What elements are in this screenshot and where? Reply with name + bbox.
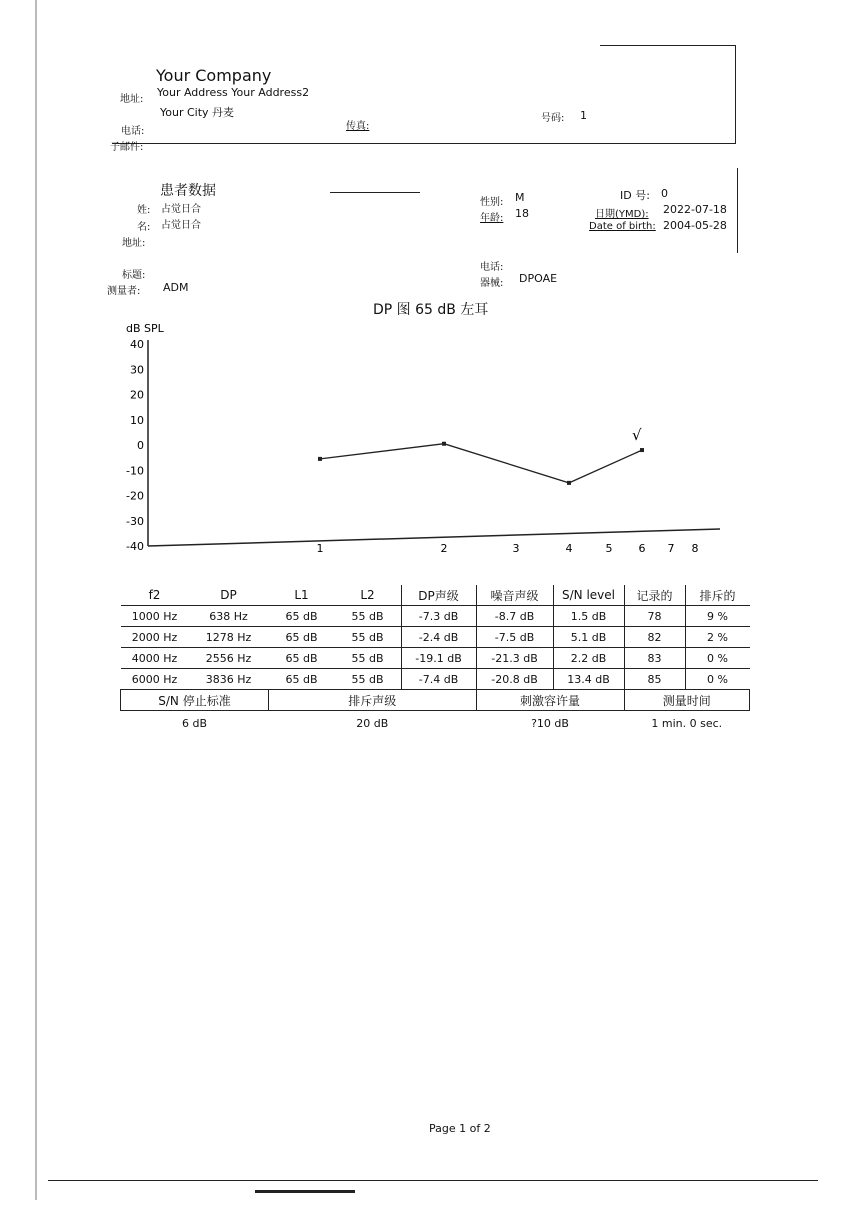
table-cell: 78 [624,606,685,627]
surname-label: 姓: [137,205,151,216]
table-header-cell: f2 [121,585,189,606]
y-tick-label: -10 [126,464,144,478]
company-number-label: 号码: [541,113,565,124]
summary-header-cell: 排斥声级 [269,690,477,711]
table-cell: 55 dB [335,606,402,627]
table-cell: -20.8 dB [476,669,553,690]
table-cell: 1278 Hz [189,627,269,648]
given-name-label: 名: [137,222,151,233]
table-row [121,669,750,690]
header-box-top [600,45,735,46]
table-header-cell: DP [189,585,269,606]
header-box-bottom [112,143,736,144]
given-name-value: 占觉日合 [161,220,201,231]
table-row [121,627,750,648]
summary-header-row [121,690,750,711]
summary-value-cell: 20 dB [356,716,389,730]
sex-label: 性别: [480,197,504,208]
age-label: 年龄: [480,213,504,224]
table-cell: 65 dB [269,648,335,669]
y-tick-label: 30 [130,363,144,377]
page-number: Page 1 of 2 [429,1122,491,1135]
data-point [318,457,322,461]
table-cell: -7.4 dB [401,669,476,690]
table-cell: 638 Hz [189,606,269,627]
table-cell: 1.5 dB [553,606,624,627]
table-cell: 6000 Hz [121,669,189,690]
x-tick-label: 8 [691,542,699,555]
table-cell: -8.7 dB [476,606,553,627]
company-address-label: 地址: [120,94,144,105]
summary-value-row [121,711,750,736]
table-row [121,606,750,627]
x-tick-label: 1 [316,542,324,555]
id-value: 0 [661,187,668,200]
table-cell: 2556 Hz [189,648,269,669]
table-cell: 3836 Hz [189,669,269,690]
patient-phone-label: 电话: [480,262,504,273]
table-header-cell: 噪音声级 [476,585,553,606]
table-cell: 65 dB [269,627,335,648]
summary-header-cell: 测量时间 [624,690,750,711]
patient-section-title: 患者数据 [160,183,216,199]
summary-value-cell: 6 dB [181,716,208,730]
x-tick-label: 2 [440,542,448,555]
summary-header-cell: 刺激容许量 [476,690,624,711]
company-address: Your Address Your Address2 [157,86,310,99]
company-number-value: 1 [580,109,587,122]
table-cell: 0 % [685,648,750,669]
date-value: 2022-07-18 [663,203,727,216]
device-value: DPOAE [519,272,558,285]
x-tick-label: 5 [605,542,613,555]
table-cell: 65 dB [269,669,335,690]
table-row [121,648,750,669]
tester-label: 测量者: [107,286,141,297]
table-cell: -7.5 dB [476,627,553,648]
table-cell: 55 dB [335,627,402,648]
dob-value: 2004-05-28 [663,219,727,232]
date-label: 日期(YMD): [595,209,649,220]
table-header-cell: 排斥的 [685,585,750,606]
x-axis-line [148,529,720,546]
table-header-cell: L1 [269,585,335,606]
sex-value: M [515,191,525,204]
table-cell: 2.2 dB [553,648,624,669]
check-annotation: √ [632,426,642,445]
table-header-cell: DP声级 [401,585,476,606]
table-header-cell: L2 [335,585,402,606]
y-tick-label: -30 [126,514,144,528]
table-cell: 85 [624,669,685,690]
patient-title-label: 标题: [122,270,146,281]
dp-chart [100,318,740,568]
chart-title: DP 图 65 dB 左耳 [373,302,489,318]
y-tick-label: 40 [130,338,144,351]
company-city: Your City 丹麦 [160,106,235,119]
table-cell: 83 [624,648,685,669]
y-tick-label: 20 [130,388,144,402]
patient-title-underline [330,192,420,193]
y-tick-label: 10 [130,413,144,427]
scan-edge [35,0,37,1200]
dp-table [120,585,750,735]
company-phone-label: 电话: [121,126,145,137]
table-cell: 65 dB [269,606,335,627]
table-cell: 9 % [685,606,750,627]
table-header-cell: S/N level [553,585,624,606]
dob-label: Date of birth: [589,221,656,232]
table-cell: -19.1 dB [401,648,476,669]
table-cell: 2000 Hz [121,627,189,648]
y-tick-label: 0 [137,439,144,452]
x-tick-label: 4 [565,542,573,555]
table-cell: -7.3 dB [401,606,476,627]
y-tick-label: -20 [126,489,144,503]
summary-header-cell: S/N 停止标准 [121,690,269,711]
company-name: Your Company [156,66,272,85]
data-point [442,442,446,446]
summary-value-cell: 1 min. 0 sec. [651,716,723,730]
tester-value: ADM [163,281,189,294]
table-cell: 13.4 dB [553,669,624,690]
table-cell: 0 % [685,669,750,690]
table-cell: 2 % [685,627,750,648]
footer-smudge [255,1190,355,1193]
y-tick-label: -40 [126,540,144,553]
table-cell: -2.4 dB [401,627,476,648]
table-cell: 55 dB [335,648,402,669]
table-cell: 4000 Hz [121,648,189,669]
table-header-row [121,585,750,606]
x-tick-label: 7 [667,542,675,555]
footer-rule [48,1180,818,1181]
company-fax-label: 传真: [346,121,370,132]
table-cell: 1000 Hz [121,606,189,627]
y-axis-label: dB SPL [126,322,164,335]
table-cell: 5.1 dB [553,627,624,648]
summary-value-cell: ?10 dB [531,716,569,730]
id-label: ID 号: [620,189,650,202]
patient-address-label: 地址: [122,238,146,249]
age-value: 18 [515,207,529,220]
x-tick-label: 6 [638,542,646,555]
company-email-label: 子邮件: [110,142,144,153]
table-cell: 55 dB [335,669,402,690]
series-line [320,444,642,483]
x-tick-label: 3 [512,542,520,555]
table-cell: -21.3 dB [476,648,553,669]
device-label: 器械: [480,278,504,289]
table-cell: 82 [624,627,685,648]
table-header-cell: 记录的 [624,585,685,606]
header-box-right [735,45,736,143]
data-point [640,448,644,452]
patient-box-right [737,168,738,253]
surname-value: 占觉日合 [161,204,201,215]
data-point [567,481,571,485]
